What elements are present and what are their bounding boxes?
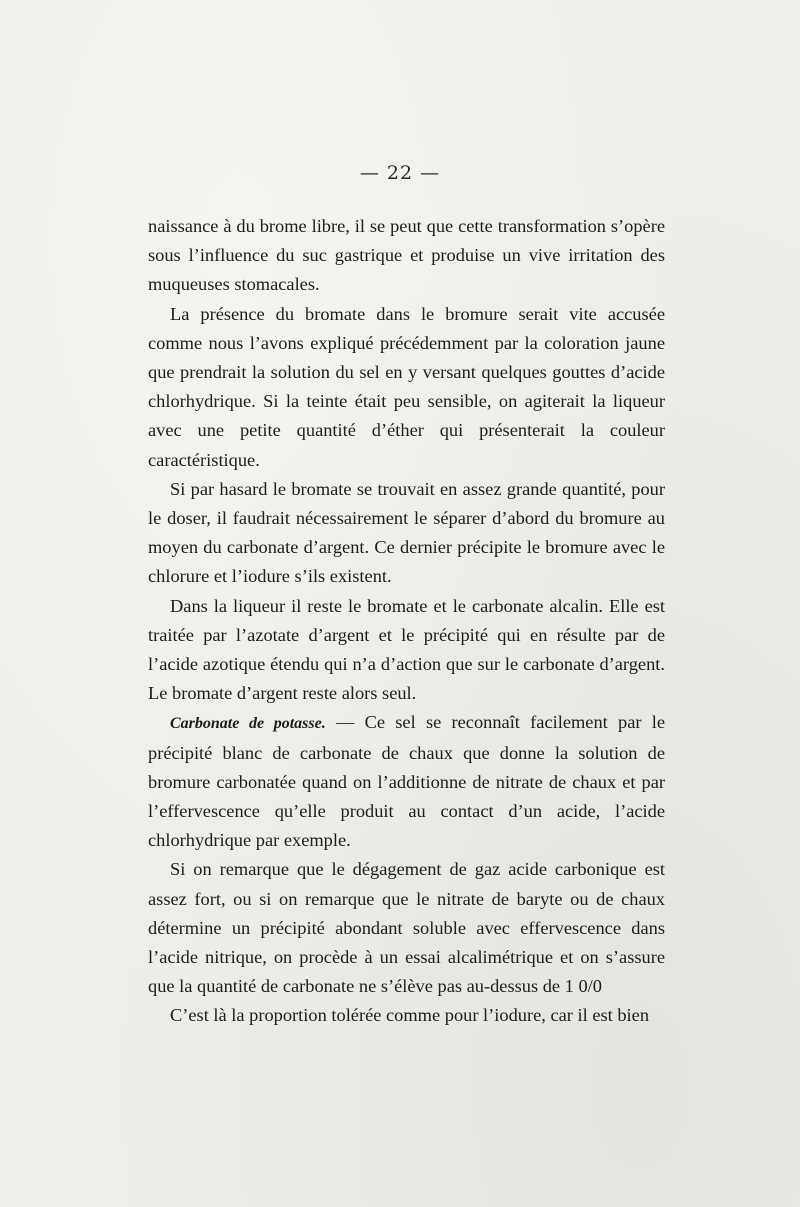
paragraph: Si par hasard le bromate se trouvait en assez grande quantité, pour le doser, il faudrait nécessairement le séparer d’abord du bromure au moyen du carbonate d’argent. Ce dernier précipite le bromure avec le chlorure et l’iodure s’ils existent.	[148, 478, 665, 587]
body-text	[148, 212, 665, 1031]
paragraph: Si on remarque que le dégagement de gaz acide carbonique est assez fort, ou si on remarque que le nitrate de baryte ou de chaux détermine un précipité abondant soluble avec effervescence dans l’acide nitrique, on procède à un essai alcalimétrique et on s’assure que la quantité de carbonate ne s’élève pas au-dessus de 1 0/0	[148, 859, 665, 997]
paragraph: Dans la liqueur il reste le bromate et le carbonate alcalin. Elle est traitée par l’azotate d’argent et le précipité qui en résulte par de l’acide azotique étendu qui n’a d’action que sur le carbonate d’argent. Le bromate d’argent reste alors seul.	[148, 595, 665, 704]
paragraph: naissance à du brome libre, il se peut que cette transformation s’opère sous l’influence du suc gastrique et produise un vive irritation des muqueuses stomacales.	[148, 216, 665, 295]
page-number: — 22 —	[359, 162, 441, 184]
section-heading: Carbonate de potasse.	[170, 715, 326, 733]
paragraph: La présence du bromate dans le bromure serait vite accusée comme nous l’avons expliqué précédemment par la coloration jaune que prendrait la solution du sel en y versant quelques gouttes d’acide chlorhydrique. Si la teinte était peu sensible, on agiterait la liqueur avec une petite quantité d’éther qui présenterait la couleur caractéristique.	[148, 303, 665, 470]
paragraph-with-heading	[148, 708, 665, 855]
paragraph-text: — Ce sel se reconnaît facilement par le précipité blanc de carbonate de chaux que donne la solution de bromure carbonatée quand on l’additionne de nitrate de chaux et par l’effervescence qu’elle produit au contact d’un acide, l’acide chlorhydrique par exemple.	[148, 712, 665, 851]
paragraph: C’est là la proportion tolérée comme pour l’iodure, car il est bien	[170, 1005, 650, 1026]
